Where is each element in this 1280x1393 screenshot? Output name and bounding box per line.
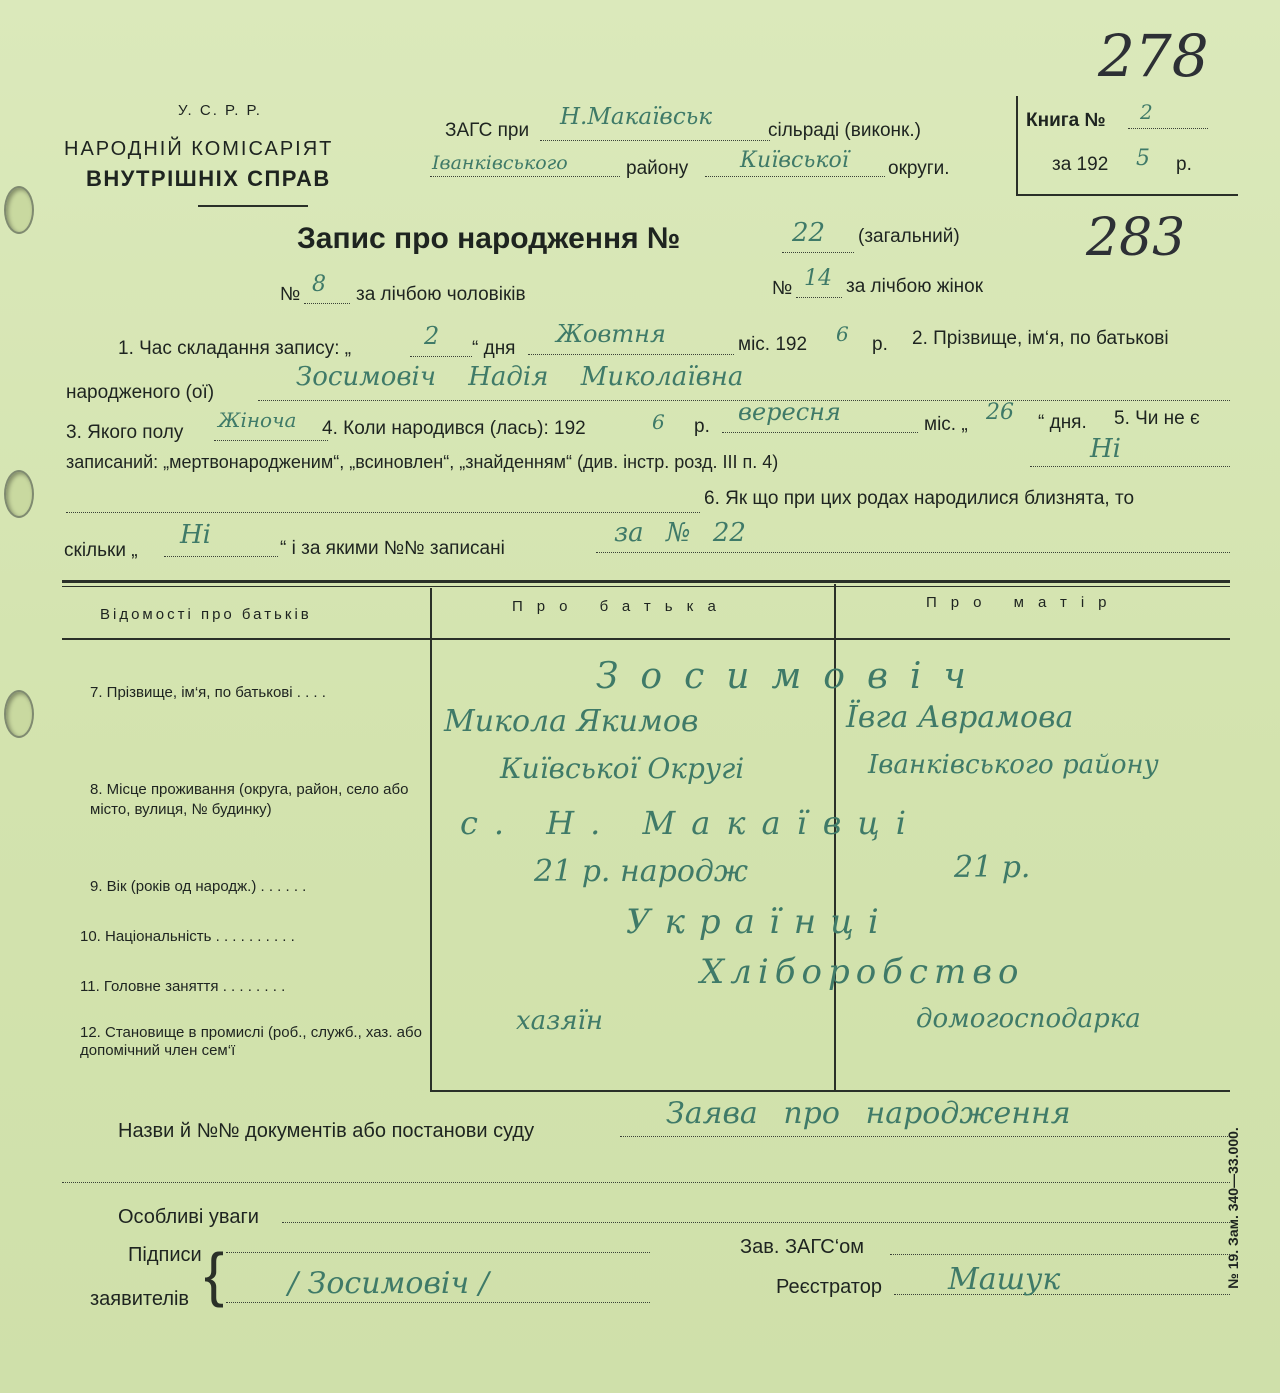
book-year-label: за 192 bbox=[1052, 154, 1109, 175]
signature-line-2 bbox=[226, 1302, 650, 1303]
entry-1-day-handwriting: 2 bbox=[424, 322, 440, 350]
ussr-label: У. С. Р. Р. bbox=[178, 102, 262, 119]
women-count-prefix: № bbox=[772, 278, 793, 299]
entry-5-line-2: записаний: „мертвонародженим“, „всиновлен“, „знайденням“ (див. інстр. розд. III п. 4) bbox=[66, 452, 779, 472]
women-count-line bbox=[796, 297, 842, 298]
women-count-handwriting: 14 bbox=[804, 266, 832, 291]
parents-surname-handwriting: Зосимовіч bbox=[596, 656, 988, 697]
nationality-handwriting: Українці bbox=[626, 902, 893, 942]
born-label: народженого (ої) bbox=[66, 382, 215, 403]
entry-4-month-line bbox=[722, 432, 918, 433]
father-name-handwriting: Микола Якимов bbox=[444, 704, 699, 739]
village-line bbox=[540, 140, 770, 141]
table-col-1-header: Відомості про батьків bbox=[100, 606, 312, 623]
entry-5-continuation-line bbox=[66, 512, 700, 513]
zags-head-label: Зав. ЗАГС‘ом bbox=[740, 1236, 865, 1258]
father-place-handwriting: Київської Округі bbox=[500, 752, 745, 785]
entry-4-year-handwriting: 6 bbox=[652, 410, 665, 434]
registrar-line bbox=[894, 1294, 1230, 1295]
corner-number-handwriting: 278 bbox=[1098, 22, 1209, 90]
general-label: (загальний) bbox=[858, 226, 960, 247]
mother-place-handwriting: Іванківського району bbox=[868, 750, 1159, 780]
punch-hole bbox=[4, 186, 34, 234]
entry-4-r: р. bbox=[694, 416, 710, 437]
commissariat-label: НАРОДНІЙ КОМІСАРІЯТ bbox=[64, 138, 334, 160]
zags-head-line bbox=[890, 1254, 1230, 1255]
table-header-rule bbox=[62, 638, 1230, 640]
notes-label: Особливі уваги bbox=[118, 1206, 259, 1228]
entry-1-year-label: міс. 192 bbox=[738, 334, 808, 355]
village-council-label: сільраді (виконк.) bbox=[768, 120, 921, 141]
table-top-rule bbox=[62, 580, 1230, 583]
entry-4-month-handwriting: вересня bbox=[738, 398, 841, 426]
entry-4-day-label: “ дня. bbox=[1038, 412, 1087, 433]
men-count-handwriting: 8 bbox=[312, 272, 326, 297]
row-8-label: 8. Місце проживання (округа, район, село або місто, вулиця, № будинку) bbox=[90, 781, 409, 818]
table-col-2-header: Про батька bbox=[512, 598, 730, 615]
entry-1-year-handwriting: 6 bbox=[836, 322, 849, 346]
header-divider bbox=[198, 205, 308, 207]
punch-hole bbox=[4, 690, 34, 738]
signature-brace: { bbox=[204, 1241, 225, 1308]
entry-6-skilky: скільки „ bbox=[64, 540, 138, 561]
entry-5-handwriting: Ні bbox=[1090, 434, 1121, 464]
internal-affairs-label: ВНУТРІШНІХ СПРАВ bbox=[86, 166, 331, 191]
row-11-label: 11. Головне заняття . . . . . . . . bbox=[80, 978, 286, 995]
zags-label: ЗАГС при bbox=[445, 120, 530, 141]
born-name-handwriting: Зосимовіч Надія Миколаївна bbox=[296, 362, 744, 392]
signature-line-1 bbox=[226, 1252, 650, 1253]
book-number-handwriting: 2 bbox=[1140, 100, 1153, 124]
raion-handwriting: Іванківського bbox=[432, 152, 568, 174]
okruha-line bbox=[705, 176, 885, 177]
entry-5-answer-line bbox=[1030, 466, 1230, 467]
mother-status-handwriting: домогосподарка bbox=[916, 1004, 1141, 1034]
book-label: Книга № bbox=[1026, 110, 1106, 131]
entry-3-handwriting: Жіноча bbox=[218, 408, 297, 432]
record-title: Запис про народження № bbox=[297, 222, 681, 255]
documents-handwriting: Заява про народження bbox=[666, 1096, 1071, 1131]
record-number-handwriting: 22 bbox=[792, 218, 826, 248]
village-place-handwriting: с. Н. Макаївці bbox=[460, 804, 922, 842]
row-10-label: 10. Національність . . . . . . . . . . bbox=[80, 928, 295, 945]
okruha-label: округи. bbox=[888, 158, 950, 179]
occupation-handwriting: Хліборобство bbox=[700, 952, 1025, 992]
entry-6-label: 6. Як що при цих родах народилися близнята, то bbox=[704, 488, 1135, 509]
documents-continuation-line bbox=[62, 1182, 1230, 1183]
table-divider-1 bbox=[430, 588, 432, 1092]
entry-2-label: 2. Прізвище, ім‘я, по батькові bbox=[912, 328, 1169, 349]
documents-label: Назви й №№ документів або постанови суду bbox=[118, 1120, 535, 1142]
mother-name-handwriting: Ївга Аврамова bbox=[846, 700, 1074, 735]
table-bottom-rule bbox=[430, 1090, 1230, 1092]
applicants-label: заявителів bbox=[90, 1288, 190, 1310]
entry-1-year-suffix: р. bbox=[872, 334, 888, 355]
entry-5-label: 5. Чи не є bbox=[1114, 408, 1200, 429]
entry-1-day-label: “ дня bbox=[472, 338, 516, 359]
entry-4-mis: міс. „ bbox=[924, 414, 968, 435]
general-number-handwriting: 283 bbox=[1086, 208, 1186, 268]
entry-6-count-handwriting: Ні bbox=[180, 520, 211, 550]
print-order-number: № 19. Зам. 340—33.000. bbox=[1224, 1127, 1241, 1289]
table-col-3-header: Про матір bbox=[926, 594, 1121, 611]
father-status-handwriting: хазяїн bbox=[516, 1006, 604, 1036]
women-count-label: за лічбою жінок bbox=[846, 276, 984, 297]
punch-hole bbox=[4, 470, 34, 518]
men-count-prefix: № bbox=[280, 284, 301, 305]
okruha-handwriting: Київської bbox=[740, 148, 849, 173]
entry-6-which-line bbox=[596, 552, 1230, 553]
row-9-label: 9. Вік (років од народж.) . . . . . . bbox=[90, 878, 307, 895]
signatures-label: Підписи bbox=[128, 1244, 202, 1266]
village-handwriting: Н.Макаївськ bbox=[560, 104, 712, 130]
book-year-handwriting: 5 bbox=[1136, 146, 1150, 171]
documents-line bbox=[620, 1136, 1230, 1137]
entry-6-count-line bbox=[164, 556, 278, 557]
table-top-rule-2 bbox=[62, 586, 1230, 587]
entry-4-day-handwriting: 26 bbox=[986, 400, 1014, 425]
mother-age-handwriting: 21 р. bbox=[954, 850, 1031, 885]
entry-1-day-line bbox=[410, 356, 472, 357]
raion-line bbox=[430, 176, 620, 177]
entry-3-label: 3. Якого полу bbox=[66, 422, 184, 443]
entry-1-month-handwriting: Жовтня bbox=[556, 320, 666, 348]
entry-6-which: “ і за якими №№ записані bbox=[280, 538, 505, 559]
registrar-signature-handwriting: Машук bbox=[948, 1262, 1061, 1297]
book-year-suffix: р. bbox=[1176, 154, 1192, 175]
men-count-line bbox=[304, 303, 350, 304]
men-count-label: за лічбою чоловіків bbox=[356, 284, 526, 305]
record-number-line bbox=[782, 252, 854, 253]
raion-label: району bbox=[626, 158, 689, 179]
entry-6-which-handwriting: за № 22 bbox=[614, 518, 746, 548]
applicant-signature-handwriting: / Зосимовіч / bbox=[288, 1266, 489, 1301]
father-age-handwriting: 21 р. народж bbox=[534, 854, 749, 889]
registrar-label: Реєстратор bbox=[776, 1276, 882, 1298]
row-12-label: 12. Становище в промислі (роб., служб., хаз. або допомічний член сем‘ї bbox=[80, 1024, 422, 1059]
entry-1-label: 1. Час складання запису: „ bbox=[118, 338, 352, 359]
row-7-label: 7. Прізвище, ім‘я, по батькові . . . . bbox=[90, 684, 326, 701]
entry-3-line bbox=[214, 440, 328, 441]
notes-line bbox=[282, 1222, 1230, 1223]
entry-4-label: 4. Коли народився (лась): 192 bbox=[322, 418, 586, 439]
book-number-line bbox=[1128, 128, 1208, 129]
entry-1-month-line bbox=[528, 354, 734, 355]
